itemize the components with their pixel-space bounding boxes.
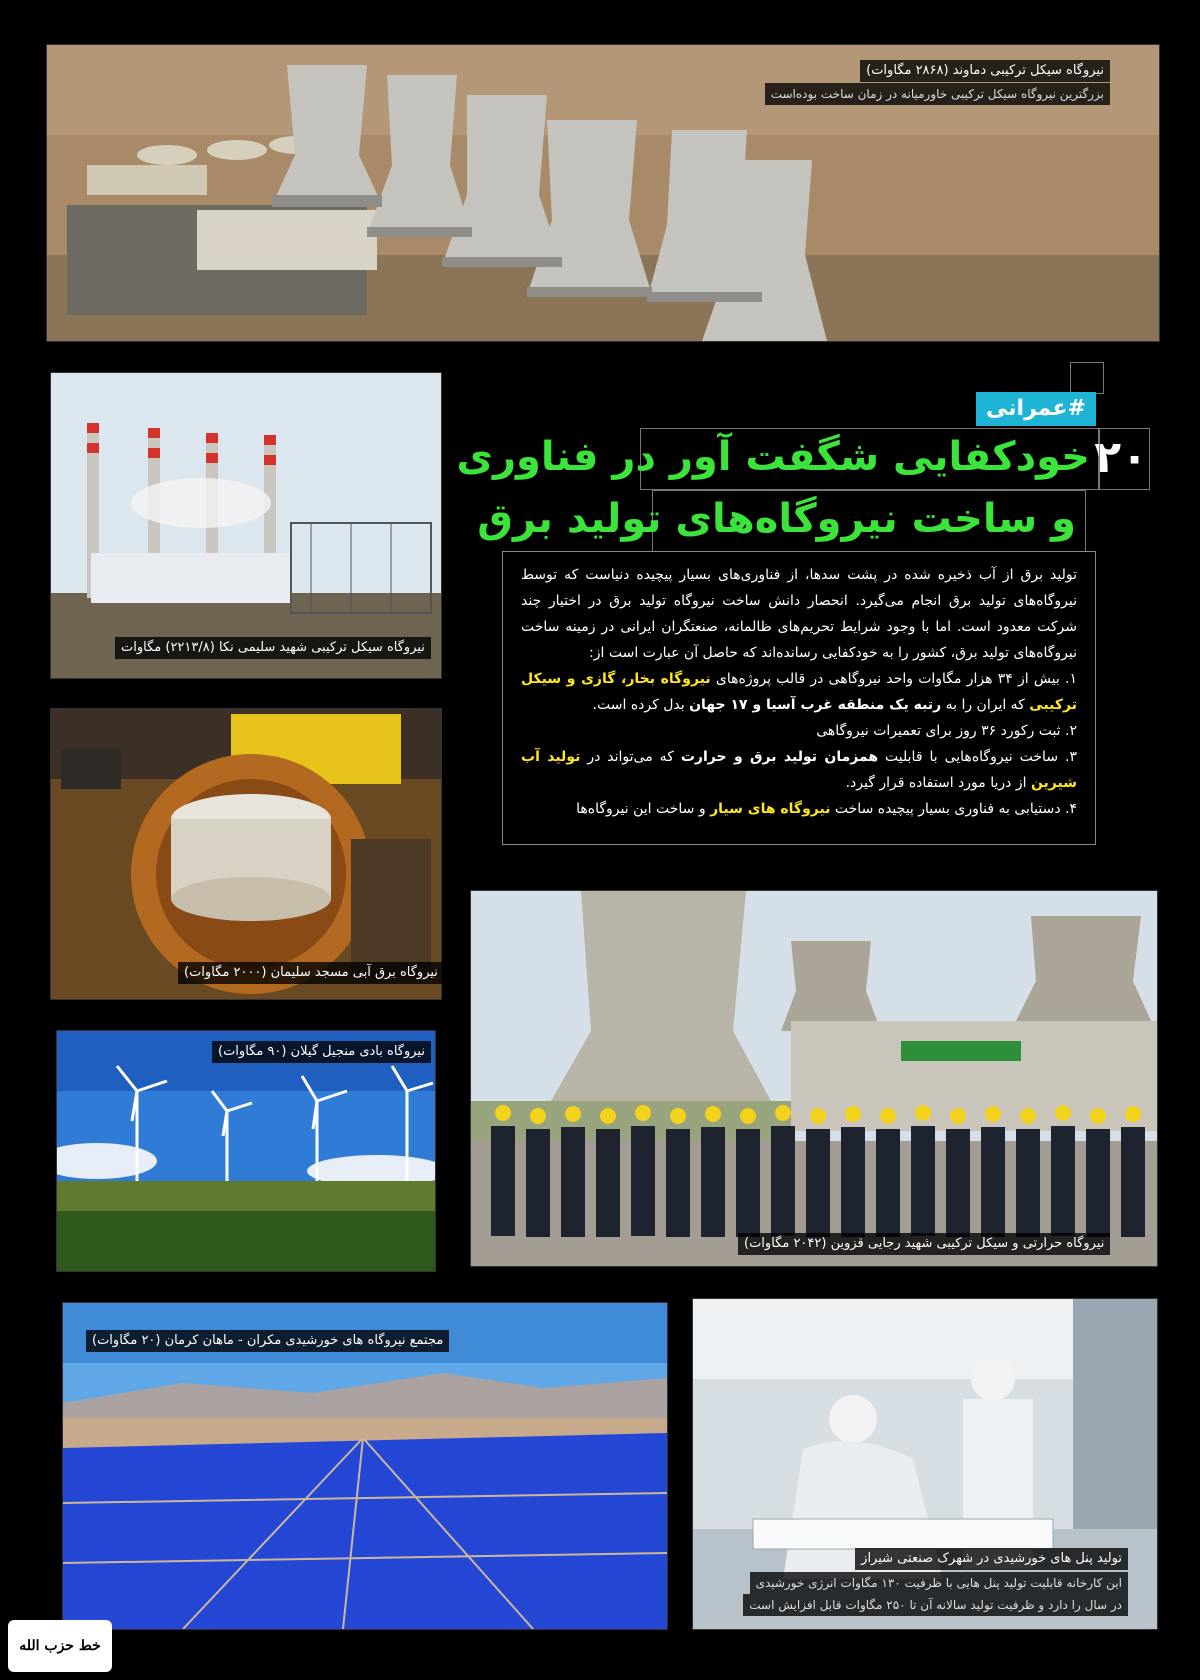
corner-square-decoration <box>1070 362 1104 394</box>
logo-text: خط حزب الله <box>19 1638 101 1654</box>
list-item-3: ۳. ساخت نیروگاه‌هایی با قابلیت همزمان تولید برق و حرارت که می‌تواند در تولید آب شیرین از دریا مورد استفاده قرار گیرد. <box>521 749 1077 791</box>
caption-neka: نیروگاه سیکل ترکیبی شهید سلیمی نکا (۲۲۱۳/۸) مگاوات <box>115 637 431 659</box>
article-body <box>502 551 1096 845</box>
intro-paragraph: تولید برق از آب ذخیره شده در پشت سدها، از فناوری‌های بسیار پیچیده دنیاست که توسط نیروگاه‌های تولید برق انجام می‌گیرد. انحصار دانش ساخت نیروگاه تولید برق در اختیار چند شرکت معدود است. اما با وجود شرایط تحریم‌های ظالمانه، صنعتگران ایرانی در زمینه ساخت نیروگاه‌های تولید برق، کشور را به خودکفایی رسانده‌اند که حاصل آن عبارت است از: <box>521 567 1077 661</box>
section-number: ۲۰ <box>1094 432 1148 483</box>
page-title-line-1: خودکفایی شگفت آور در فناوری <box>456 434 1090 480</box>
list-item-2: ۲. ثبت رکورد ۳۶ روز برای تعمیرات نیروگاهی <box>816 723 1077 739</box>
photo-qazvin-plant-group <box>470 890 1158 1267</box>
caption-damavand-subtitle: بزرگترین نیروگاه سیکل ترکیبی خاورمیانه در زمان ساخت بوده‌است <box>765 83 1110 105</box>
caption-masjed-soleiman: نیروگاه برق آبی مسجد سلیمان (۲۰۰۰ مگاوات) <box>178 962 444 984</box>
photo-manjil-wind-farm <box>56 1030 436 1272</box>
caption-shiraz-line-2: در سال را دارد و ظرفیت تولید سالانه آن تا ۲۵۰ مگاوات قابل افزایش است <box>743 1594 1128 1616</box>
caption-shiraz-title: تولید پنل های خورشیدی در شهرک صنعتی شیراز <box>855 1548 1128 1570</box>
page-title-line-2: و ساخت نیروگاه‌های تولید برق <box>477 496 1076 542</box>
list-item-1: ۱. بیش از ۳۴ هزار مگاوات واحد نیروگاهی در قالب پروژه‌های نیروگاه بخار، گازی و سیکل ترکیبی که ایران را به رتبه یک منطقه غرب آسیا و ۱۷ جهان بدل کرده است. <box>521 671 1077 713</box>
list-item-4: ۴. دستیابی به فناوری بسیار پیچیده ساخت نیروگاه های سیار و ساخت این نیروگاه‌ها <box>576 801 1077 817</box>
publisher-logo <box>8 1620 112 1672</box>
caption-qazvin: نیروگاه حرارتی و سیکل ترکیبی شهید رجایی قزوین (۲۰۴۲ مگاوات) <box>738 1233 1110 1255</box>
caption-manjil: نیروگاه بادی منجیل گیلان (۹۰ مگاوات) <box>212 1041 431 1063</box>
caption-damavand-title: نیروگاه سیکل ترکیبی دماوند (۲۸۶۸ مگاوات) <box>860 60 1110 82</box>
photo-neka-plant <box>50 372 442 679</box>
caption-shiraz-line-1: این کارخانه قابلیت تولید پنل هایی با ظرفیت ۱۳۰ مگاوات انرژی خورشیدی <box>750 1572 1128 1594</box>
caption-kerman: مجتمع نیروگاه های خورشیدی مکران - ماهان کرمان (۲۰ مگاوات) <box>86 1330 449 1352</box>
photo-masjed-soleiman-plant <box>50 708 442 1000</box>
hashtag-label: #عمرانی <box>976 392 1096 426</box>
